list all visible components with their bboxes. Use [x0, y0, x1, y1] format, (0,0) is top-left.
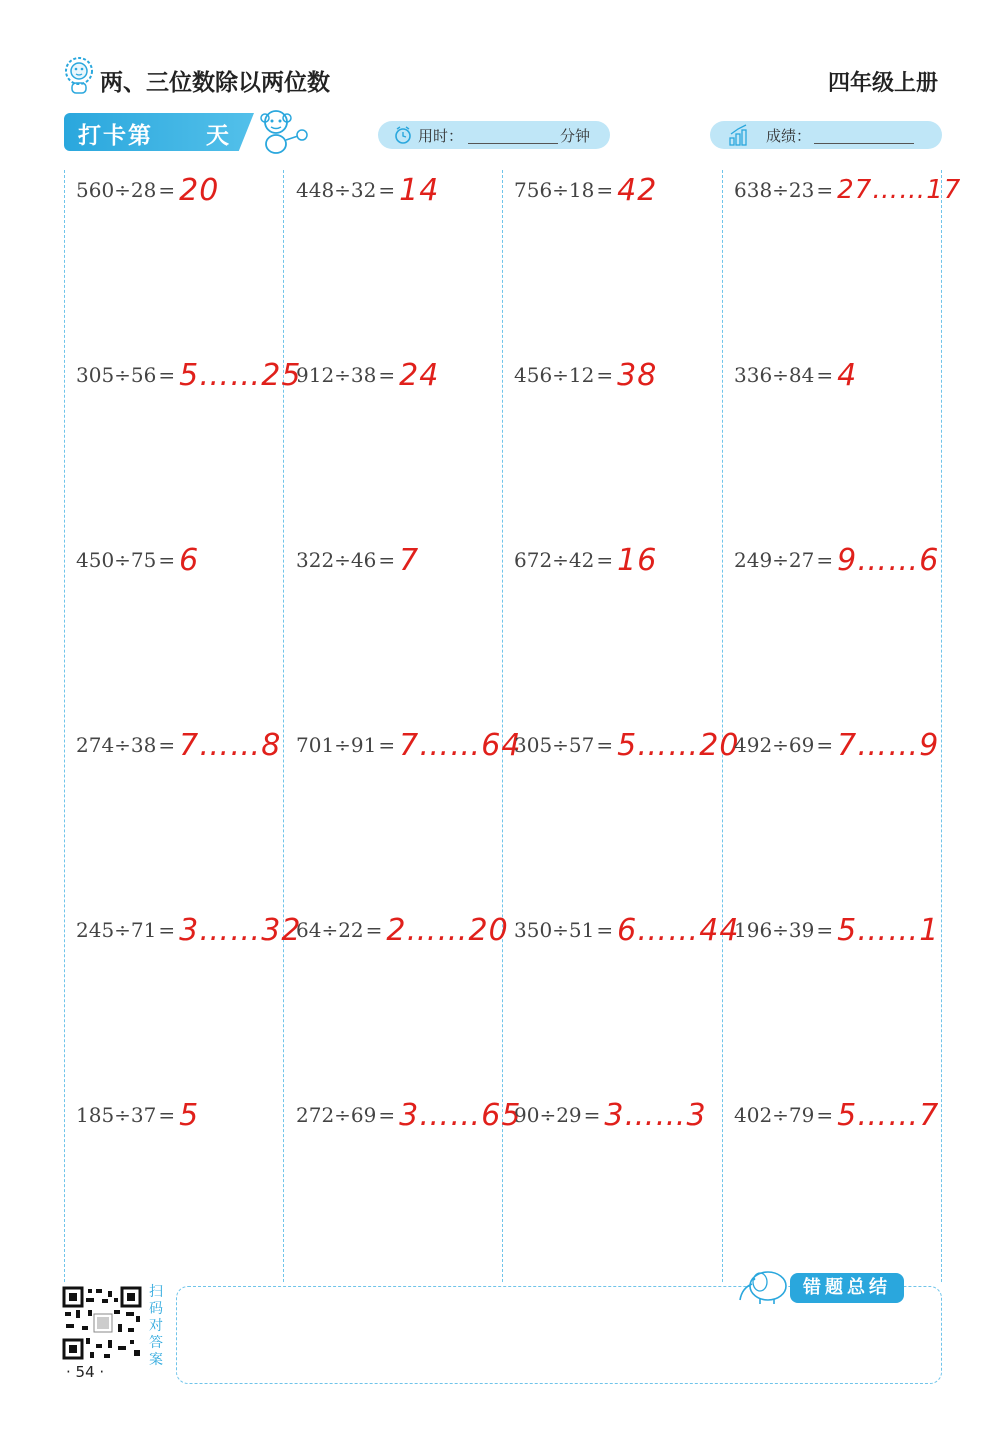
handwritten-answer[interactable]: 5……1: [837, 912, 940, 948]
handwritten-answer[interactable]: 5: [179, 1097, 200, 1133]
bar-chart-icon: [728, 124, 750, 146]
handwritten-answer[interactable]: 3……65: [399, 1097, 522, 1133]
handwritten-answer[interactable]: 24: [399, 357, 440, 393]
time-field: [378, 121, 610, 149]
equals-sign: =: [816, 1103, 834, 1127]
mascot-icon: [254, 108, 310, 156]
problem-item: [514, 900, 739, 960]
problem-expression: 336÷84: [734, 363, 815, 387]
problem-item: [734, 160, 961, 220]
handwritten-answer[interactable]: 27……17: [837, 175, 962, 205]
handwritten-answer[interactable]: 6……44: [617, 912, 740, 948]
equals-sign: =: [365, 918, 383, 942]
problem-expression: 185÷37: [76, 1103, 157, 1127]
equals-sign: =: [816, 918, 834, 942]
column-divider: [283, 170, 284, 1282]
problem-item: [76, 900, 301, 960]
handwritten-answer[interactable]: 3……32: [179, 912, 302, 948]
problem-expression: 274÷38: [76, 733, 157, 757]
problem-expression: 350÷51: [514, 918, 595, 942]
problem-expression: 672÷42: [514, 548, 595, 572]
problem-item: [296, 715, 521, 775]
problem-expression: 305÷56: [76, 363, 157, 387]
handwritten-answer[interactable]: 7……8: [179, 727, 282, 763]
handwritten-answer[interactable]: 5……7: [837, 1097, 940, 1133]
handwritten-answer[interactable]: 5……20: [617, 727, 740, 763]
qr-code[interactable]: [62, 1286, 142, 1360]
problem-item: [296, 345, 439, 405]
score-blank[interactable]: [814, 143, 914, 144]
problem-item: [76, 345, 301, 405]
problem-expression: 492÷69: [734, 733, 815, 757]
problem-item: [514, 345, 657, 405]
equals-sign: =: [816, 363, 834, 387]
problem-expression: 322÷46: [296, 548, 377, 572]
problem-expression: 638÷23: [734, 178, 815, 202]
handwritten-answer[interactable]: 6: [179, 542, 200, 578]
problem-item: [514, 160, 657, 220]
clock-icon: [394, 126, 412, 144]
equals-sign: =: [596, 178, 614, 202]
equals-sign: =: [158, 918, 176, 942]
time-label: 用时：: [418, 127, 464, 145]
problem-item: [734, 1085, 939, 1145]
equals-sign: =: [158, 1103, 176, 1127]
grade-label: 四年级上册: [827, 71, 938, 96]
lion-icon: [62, 56, 96, 94]
equals-sign: =: [378, 1103, 396, 1127]
handwritten-answer[interactable]: 38: [617, 357, 658, 393]
handwritten-answer[interactable]: 7……64: [399, 727, 522, 763]
time-blank[interactable]: [468, 143, 558, 144]
problem-item: [734, 900, 939, 960]
score-label: 成绩：: [766, 127, 812, 145]
equals-sign: =: [816, 733, 834, 757]
page-number: · 54 ·: [66, 1363, 105, 1381]
problem-item: [514, 715, 739, 775]
equals-sign: =: [378, 733, 396, 757]
page-title: 两、三位数除以两位数: [100, 70, 330, 96]
problem-item: [76, 530, 199, 590]
time-unit: 分钟: [560, 127, 591, 145]
problem-expression: 90÷29: [514, 1103, 582, 1127]
checkin-label: 打卡第: [78, 123, 153, 149]
equals-sign: =: [378, 363, 396, 387]
equals-sign: =: [596, 918, 614, 942]
problem-expression: 560÷28: [76, 178, 157, 202]
equals-sign: =: [158, 733, 176, 757]
problem-expression: 456÷12: [514, 363, 595, 387]
equals-sign: =: [596, 363, 614, 387]
handwritten-answer[interactable]: 2……20: [386, 912, 509, 948]
problem-item: [734, 530, 939, 590]
problem-expression: 64÷22: [296, 918, 364, 942]
problem-item: [514, 1085, 707, 1145]
problem-item: [76, 715, 281, 775]
handwritten-answer[interactable]: 3……3: [604, 1097, 707, 1133]
qr-caption: 扫码对答案: [149, 1284, 163, 1368]
handwritten-answer[interactable]: 9……6: [837, 542, 940, 578]
handwritten-answer[interactable]: 14: [399, 172, 440, 208]
handwritten-answer[interactable]: 7: [399, 542, 420, 578]
problem-item: [296, 1085, 521, 1145]
equals-sign: =: [158, 178, 176, 202]
problem-item: [76, 1085, 199, 1145]
column-border-right: [941, 170, 942, 1282]
equals-sign: =: [378, 548, 396, 572]
score-field: [710, 121, 942, 149]
problem-item: [76, 160, 219, 220]
handwritten-answer[interactable]: 5……25: [179, 357, 302, 393]
handwritten-answer[interactable]: 4: [837, 357, 858, 393]
problem-expression: 756÷18: [514, 178, 595, 202]
review-label: 错题总结: [790, 1273, 904, 1303]
checkin-day-suffix: 天: [206, 123, 229, 149]
equals-sign: =: [596, 733, 614, 757]
problem-expression: 196÷39: [734, 918, 815, 942]
equals-sign: =: [583, 1103, 601, 1127]
equals-sign: =: [816, 178, 834, 202]
problem-item: [296, 160, 439, 220]
equals-sign: =: [158, 363, 176, 387]
handwritten-answer[interactable]: 20: [179, 172, 220, 208]
problem-expression: 305÷57: [514, 733, 595, 757]
problem-expression: 245÷71: [76, 918, 157, 942]
problem-expression: 272÷69: [296, 1103, 377, 1127]
problem-expression: 402÷79: [734, 1103, 815, 1127]
handwritten-answer[interactable]: 42: [617, 172, 658, 208]
problem-item: [734, 345, 857, 405]
equals-sign: =: [596, 548, 614, 572]
problem-item: [514, 530, 657, 590]
problem-expression: 912÷38: [296, 363, 377, 387]
equals-sign: =: [816, 548, 834, 572]
equals-sign: =: [158, 548, 176, 572]
elephant-icon: [734, 1266, 794, 1306]
handwritten-answer[interactable]: 7……9: [837, 727, 940, 763]
problem-item: [296, 900, 509, 960]
problem-expression: 450÷75: [76, 548, 157, 572]
column-border-left: [64, 170, 65, 1282]
problem-expression: 249÷27: [734, 548, 815, 572]
problem-item: [734, 715, 939, 775]
problem-item: [296, 530, 419, 590]
handwritten-answer[interactable]: 16: [617, 542, 658, 578]
problem-expression: 701÷91: [296, 733, 377, 757]
equals-sign: =: [378, 178, 396, 202]
problem-expression: 448÷32: [296, 178, 377, 202]
